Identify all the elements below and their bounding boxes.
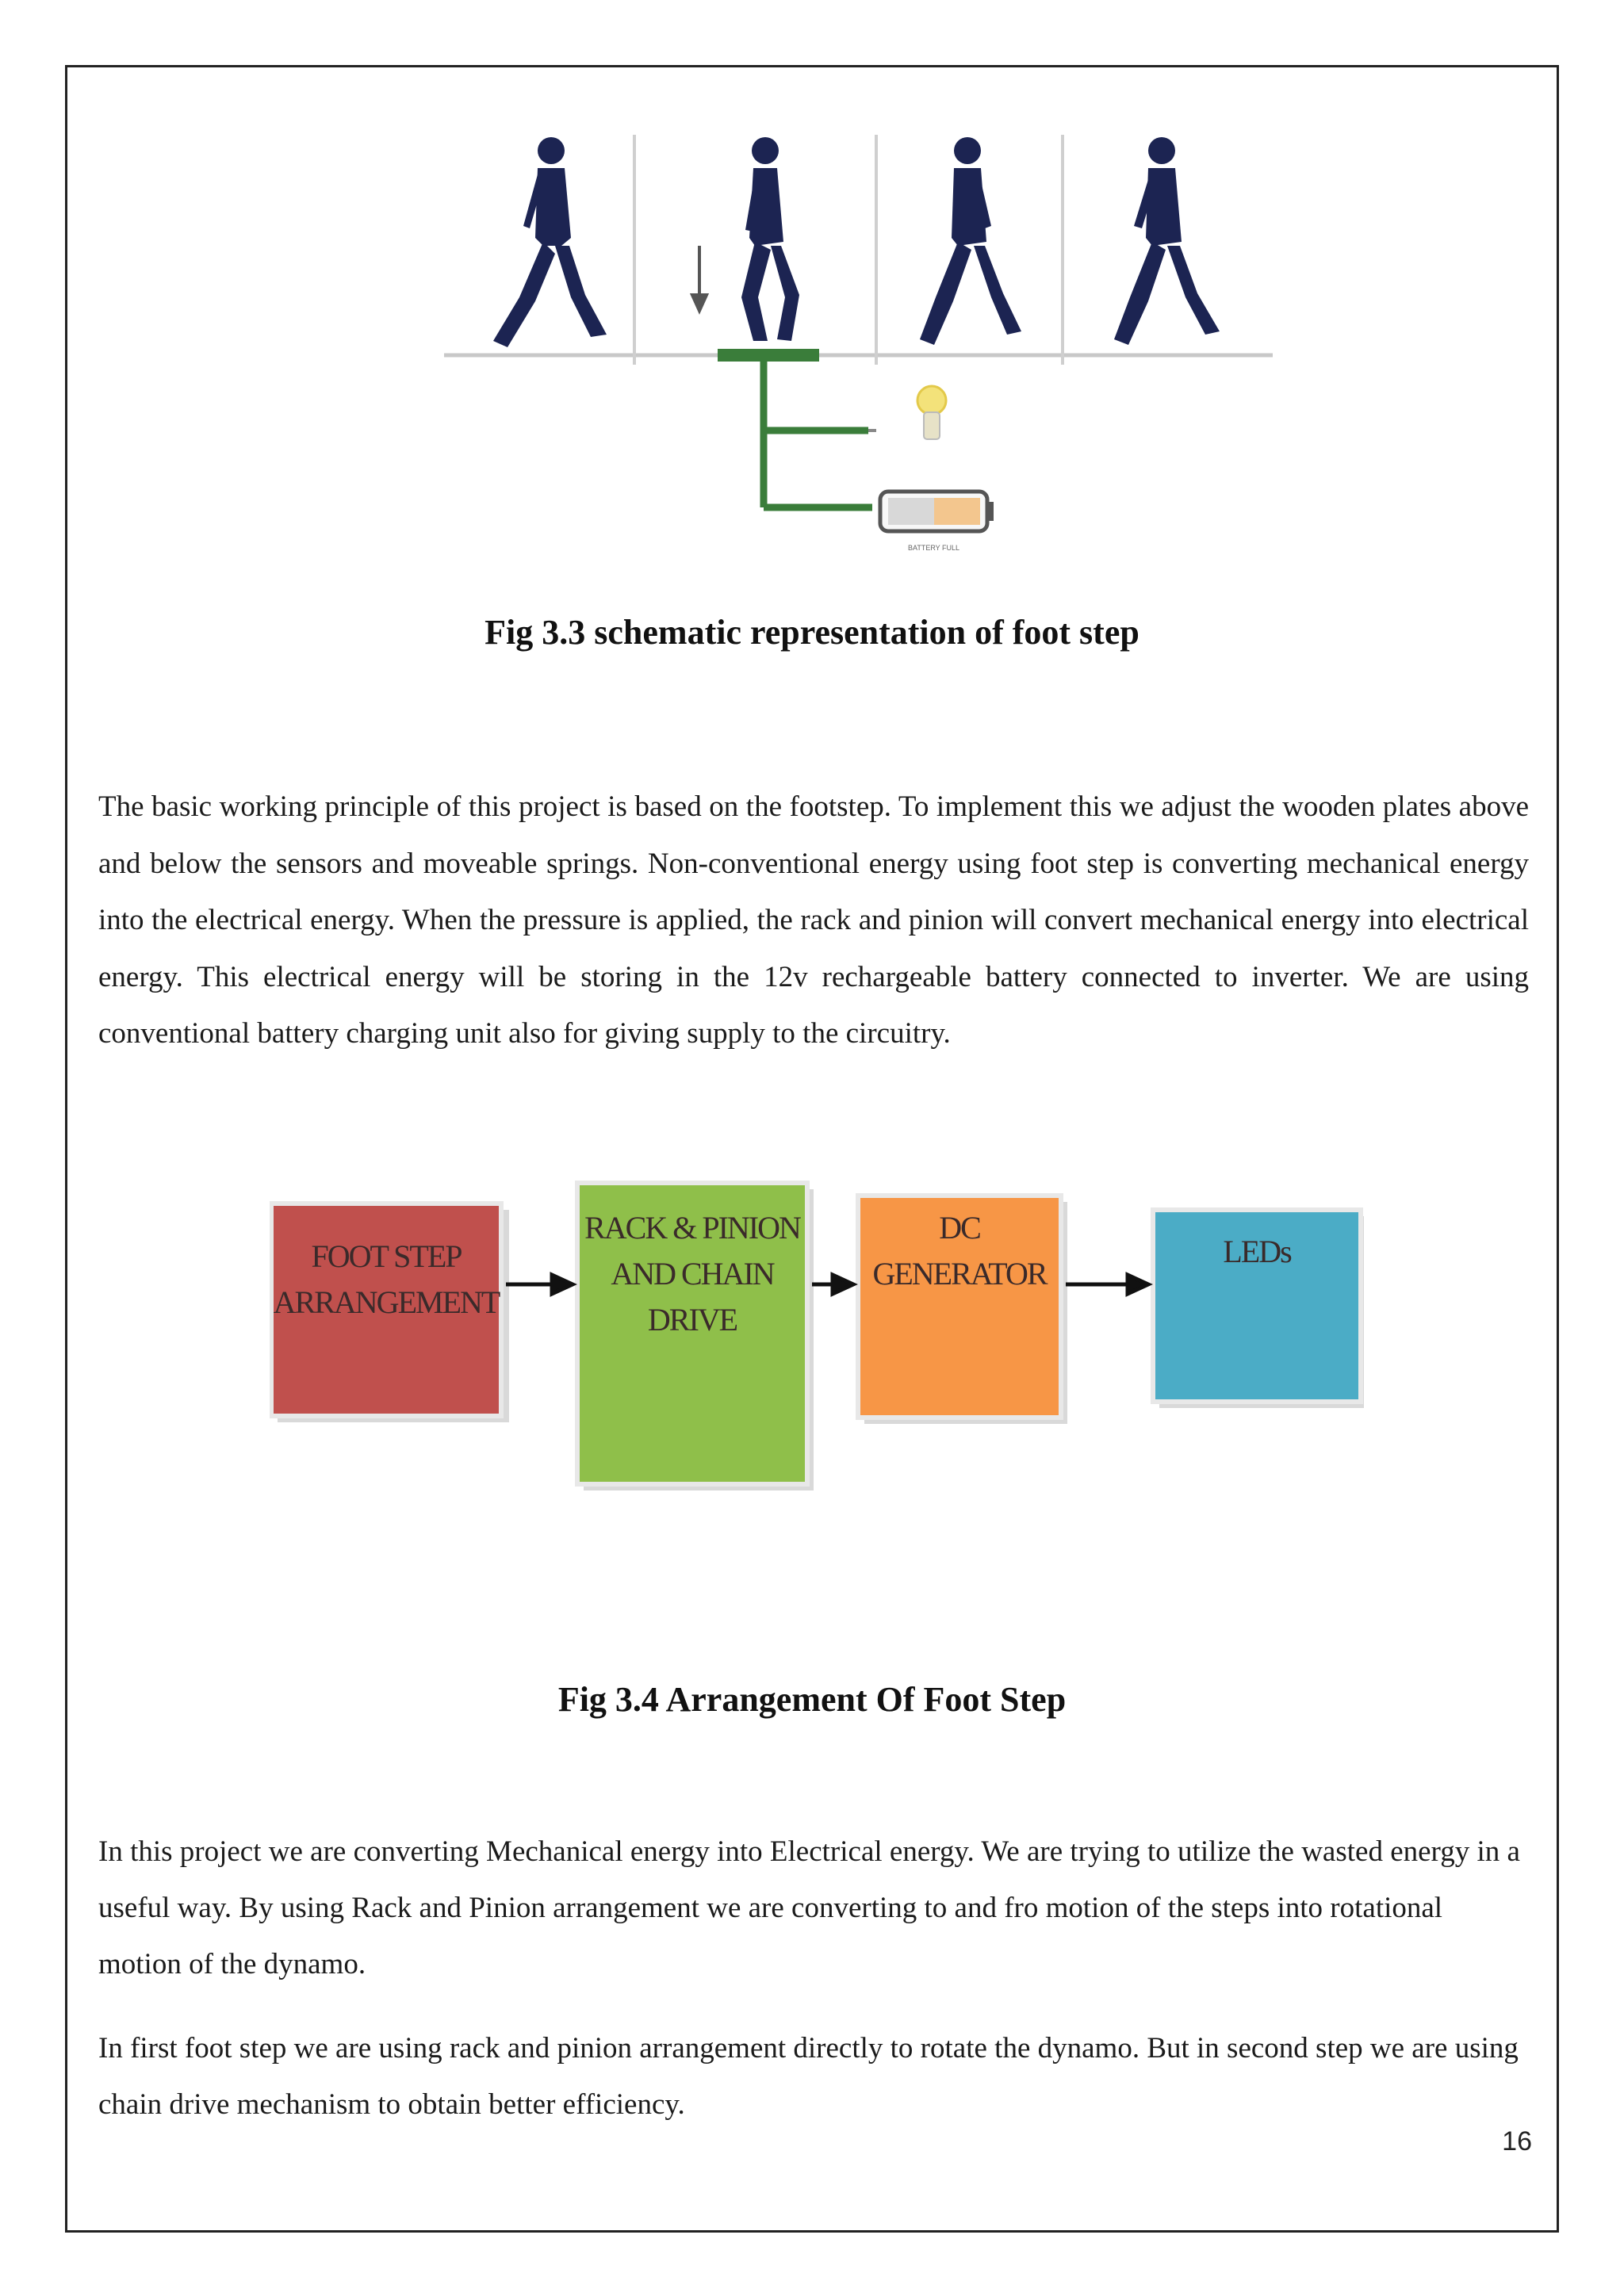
figure-caption: Fig 3.4 Arrangement Of Foot Step — [557, 1680, 1067, 1719]
battery-icon — [880, 492, 994, 531]
body-paragraph: In this project we are converting Mechanical energy into Electrical energy. We are trying to utilize the wasted energy in a useful way. By using Rack and Pinion arrangement we are converting to and fro motion of the steps into rotational motion of the dynamo. — [98, 1835, 1520, 1980]
arrow-icon — [812, 1275, 853, 1294]
block-label: FOOT STEP — [311, 1238, 462, 1274]
body-paragraph: The basic working principle of this project is based on the footstep. To implement this we adjust the wooden plates above and below the sensors and moveable springs. Non-conventional energy using foot step is converting mechanical energy into the electrical energy. When the pressure is applied, the rack and pinion will convert mechanical energy into electrical energy. This electrical energy will be storing in the 12v rechargeable battery connected to inverter. We are using conventional battery charging unit also for giving supply to the circuitry. — [98, 790, 1529, 1050]
footstep-schematic-figure — [444, 127, 1285, 579]
block-label: DC — [939, 1210, 980, 1246]
block-label: DRIVE — [647, 1302, 737, 1337]
pressure-arrow-icon — [692, 246, 707, 311]
block-label: LEDs — [1223, 1234, 1291, 1269]
body-paragraph: In first foot step we are using rack and pinion arrangement directly to rotate the dynamo. But in second step we are using chain drive mechanism to obtain better efficiency. — [98, 2032, 1519, 2121]
light-bulb-icon — [917, 386, 946, 439]
footstep-plate — [718, 349, 819, 362]
block-label: RACK & PINION — [584, 1210, 800, 1246]
walker-icon — [741, 137, 799, 341]
block-diagram-figure — [270, 1173, 1364, 1490]
walker-icon — [1114, 137, 1220, 345]
block-label: ARRANGEMENT — [273, 1284, 500, 1320]
walker-icon — [493, 137, 607, 347]
arrow-icon — [506, 1275, 573, 1294]
figure-caption: Fig 3.3 schematic representation of foot step — [485, 613, 1139, 652]
arrow-icon — [1066, 1275, 1148, 1294]
block-label: AND CHAIN — [611, 1256, 774, 1292]
battery-label: BATTERY FULL — [908, 544, 960, 552]
walker-icon — [920, 137, 1021, 345]
block-label: GENERATOR — [872, 1256, 1047, 1292]
page-number: 16 — [1502, 2126, 1532, 2156]
